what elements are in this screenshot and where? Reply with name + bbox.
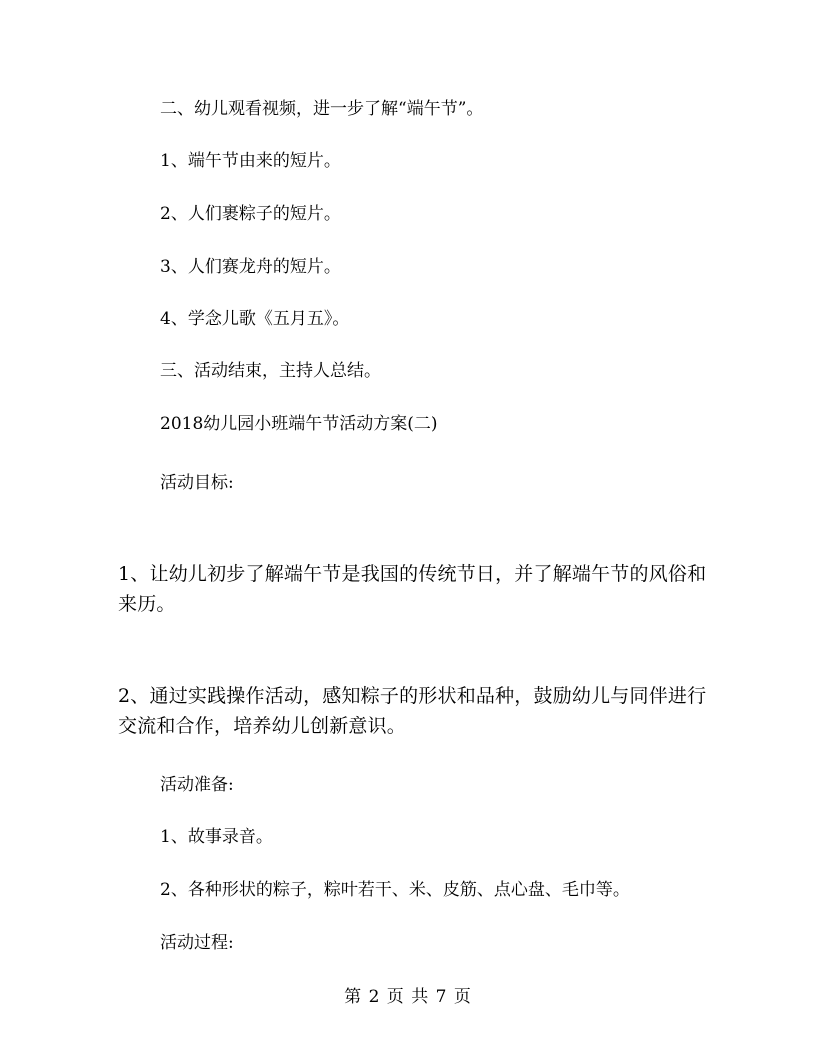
process-heading: 活动过程:	[160, 933, 234, 953]
goal-paragraph-2	[118, 681, 708, 741]
list-item: 3、人们赛龙舟的短片。	[160, 257, 341, 277]
plan-title: 2018幼儿园小班端午节活动方案(二)	[160, 414, 438, 434]
preparation-heading: 活动准备:	[160, 775, 234, 795]
list-item: 1、端午节由来的短片。	[160, 151, 341, 171]
goal-2-line-1: 2、通过实践操作活动，感知粽子的形状和品种，鼓励幼儿与同伴进行	[118, 685, 707, 707]
section-heading-2: 二、幼儿观看视频，进一步了解“端午节”。	[160, 99, 484, 119]
list-item: 4、学念儿歌《五月五》。	[160, 309, 350, 329]
goal-paragraph-1	[118, 559, 708, 619]
page-footer: 第 2 页 共 7 页	[344, 987, 472, 1007]
goals-heading: 活动目标:	[160, 473, 234, 493]
list-item: 2、人们裹粽子的短片。	[160, 204, 341, 224]
goal-1-line-1: 1、让幼儿初步了解端午节是我国的传统节日，并了解端午节的风俗和	[118, 563, 707, 585]
goal-1-line-2: 来历。	[118, 593, 176, 615]
goal-2-line-2: 交流和合作，培养幼儿创新意识。	[118, 715, 407, 737]
section-heading-3: 三、活动结束，主持人总结。	[160, 361, 381, 381]
list-item: 1、故事录音。	[160, 827, 273, 847]
list-item: 2、各种形状的粽子，粽叶若干、米、皮筋、点心盘、毛巾等。	[160, 880, 630, 900]
